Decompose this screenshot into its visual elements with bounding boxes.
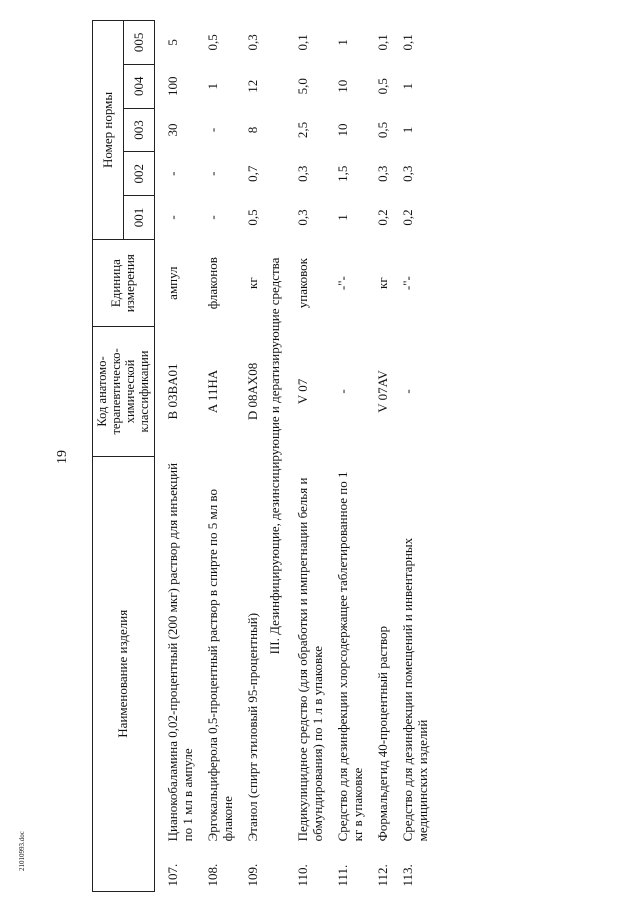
unit-cell: ампул bbox=[165, 266, 180, 300]
item-name: Педикулицидное средство (для обработки и импрегнации белья и обмундирования) по 1 л в упаковке bbox=[295, 477, 325, 842]
table-row bbox=[393, 21, 433, 892]
table-row bbox=[155, 21, 199, 892]
header-norm-group: Номер нормы bbox=[93, 21, 124, 240]
table-row bbox=[368, 21, 393, 892]
row-number: 111. bbox=[335, 864, 350, 887]
norm-value: 0,5 bbox=[375, 121, 390, 139]
norm-value: - bbox=[205, 215, 220, 220]
unit-cell: кг bbox=[375, 277, 390, 289]
row-number: 113. bbox=[400, 864, 415, 887]
item-name: Цианокобаламина 0,02-процентный (200 мкг) раствор для инъекций по 1 мл в ампуле bbox=[165, 462, 195, 842]
row-number: 109. bbox=[245, 863, 260, 887]
norm-value: 1 bbox=[400, 82, 415, 90]
row-number: 110. bbox=[295, 864, 310, 887]
norm-value: 1,5 bbox=[335, 165, 350, 182]
norm-value: 10 bbox=[335, 123, 350, 137]
unit-cell: упаковок bbox=[295, 258, 310, 309]
norm-value: 1 bbox=[205, 82, 220, 90]
header-name: Наименование изделия bbox=[93, 456, 155, 891]
norm-value: 0,3 bbox=[375, 165, 390, 182]
table-row bbox=[198, 21, 238, 892]
item-name: Формальдегид 40-процентный раствор bbox=[375, 625, 390, 842]
table-row bbox=[328, 21, 368, 892]
norm-value: 0,1 bbox=[375, 34, 390, 51]
header-norm-003: 003 bbox=[124, 108, 155, 152]
norm-value: 0,3 bbox=[295, 165, 310, 182]
row-number: 112. bbox=[375, 864, 390, 887]
section-title: III. Дезинфицирующие, дезинсицирующие и дератизирующие средства bbox=[267, 257, 282, 655]
norm-value: 0,3 bbox=[400, 165, 415, 182]
medical-supplies-table bbox=[92, 20, 640, 892]
header-code: Код анатомо-терапевтическо-химической классификации bbox=[93, 327, 155, 456]
norm-value: 100 bbox=[165, 76, 180, 96]
item-name: Средство для дезинфекции помещений и инвентарных медицинских изделий bbox=[400, 537, 430, 842]
norm-value: - bbox=[165, 171, 180, 176]
norm-value: 0,1 bbox=[400, 34, 415, 51]
norm-value: 10 bbox=[335, 79, 350, 93]
atc-code: A 11HA bbox=[205, 369, 220, 414]
table-row bbox=[288, 21, 328, 892]
atc-code: - bbox=[335, 389, 350, 394]
unit-cell: кг bbox=[245, 277, 260, 289]
atc-code: V 07 bbox=[295, 378, 310, 405]
unit-cell: -"- bbox=[400, 276, 415, 291]
norm-value: 2,5 bbox=[295, 121, 310, 139]
file-name-footer: 21010993.doc bbox=[18, 831, 26, 871]
section-row bbox=[263, 21, 288, 892]
norm-value: 5,0 bbox=[295, 78, 310, 95]
norm-value: 0,2 bbox=[400, 209, 415, 226]
atc-code: V 07AV bbox=[375, 370, 390, 413]
norm-value: 0,3 bbox=[245, 34, 260, 51]
norm-value: 12 bbox=[245, 79, 260, 93]
atc-code: - bbox=[400, 389, 415, 394]
item-name: Средство для дезинфекции хлорсодержащее таблетированное по 1 кг в упаковке bbox=[335, 471, 365, 842]
header-norm-001: 001 bbox=[124, 196, 155, 240]
norm-value: 0,5 bbox=[205, 34, 220, 51]
norm-value: 0,7 bbox=[245, 165, 260, 182]
norm-value: 1 bbox=[400, 126, 415, 134]
norm-value: - bbox=[205, 171, 220, 176]
norm-value: - bbox=[165, 215, 180, 220]
header-norm-002: 002 bbox=[124, 152, 155, 196]
row-number: 108. bbox=[205, 863, 220, 887]
atc-code: D 08AX08 bbox=[245, 362, 260, 421]
norm-value: 30 bbox=[165, 123, 180, 137]
item-name: Этанол (спирт этиловый 95-процентный) bbox=[245, 612, 260, 842]
table-header-row bbox=[93, 21, 124, 892]
unit-cell: флаконов bbox=[205, 257, 220, 310]
norm-value: 0,1 bbox=[295, 34, 310, 51]
norm-value: 0,5 bbox=[245, 209, 260, 226]
norm-value: 0,3 bbox=[295, 209, 310, 226]
norm-value: 0,2 bbox=[375, 209, 390, 226]
norm-value: 1 bbox=[335, 39, 350, 46]
item-name: Эргокальциферола 0,5-процентный раствор в спирте по 5 мл во флаконе bbox=[205, 489, 235, 842]
norm-value: - bbox=[205, 127, 220, 133]
row-number: 107. bbox=[165, 863, 180, 887]
norm-value: 1 bbox=[335, 214, 350, 221]
unit-cell: -"- bbox=[335, 276, 350, 291]
header-norm-004: 004 bbox=[124, 64, 155, 108]
table-row bbox=[238, 21, 263, 892]
norm-value: 5 bbox=[165, 39, 180, 46]
norm-value: 0,5 bbox=[375, 78, 390, 95]
atc-code: B 03BA01 bbox=[165, 363, 180, 420]
norm-value: 8 bbox=[245, 126, 260, 134]
header-norm-005: 005 bbox=[124, 21, 155, 65]
header-unit: Единица измерения bbox=[93, 239, 155, 327]
page-number: 19 bbox=[55, 450, 70, 464]
